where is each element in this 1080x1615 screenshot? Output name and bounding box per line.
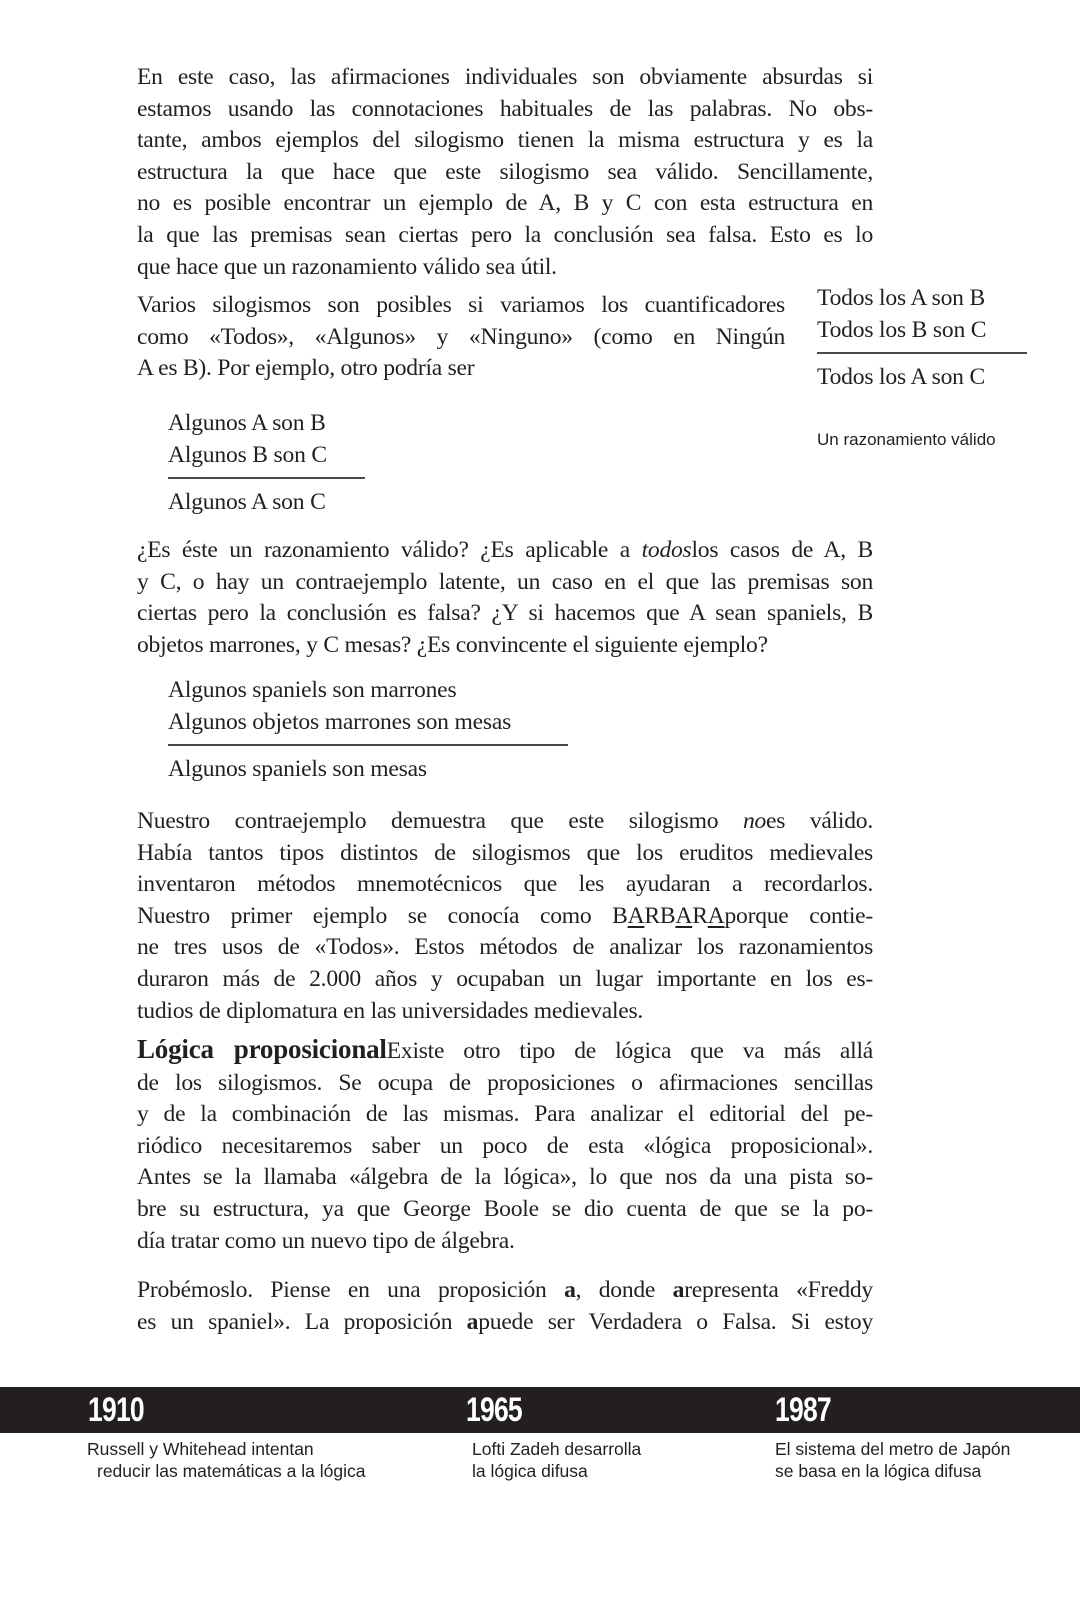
sidebar-syllogism-todos <box>817 283 1027 394</box>
text-line: A es B). Por ejemplo, otro podría ser <box>137 355 475 382</box>
paragraph-propositional-logic <box>137 1034 873 1257</box>
text-line: estructura la que hace que este silogismo sea válido. Sencillamente, <box>137 158 873 185</box>
text-line: Probémoslo. Piense en una proposición a, donde arepresenta «Freddy <box>137 1277 873 1303</box>
text-line: tudios de diplomatura en las universidades medievales. <box>137 997 644 1024</box>
emphasis: todos <box>641 537 692 563</box>
text-line: que hace que un razonamiento válido sea útil. <box>137 253 557 280</box>
text-line: Nuestro contraejemplo demuestra que este silogismo noes válido. <box>137 808 873 834</box>
text-line: de los silogismos. Se ocupa de proposiciones o afirmaciones sencillas <box>137 1069 873 1096</box>
text-line: duraron más de 2.000 años y ocupaban un lugar importante en los es- <box>137 965 873 992</box>
text-line: riódico necesitaremos saber un poco de esta «lógica proposicional». <box>137 1132 873 1159</box>
variable-a: a <box>564 1277 576 1303</box>
paragraph-counterexample <box>137 806 873 1027</box>
text-line: Había tantos tipos distintos de silogismos que los eruditos medievales <box>137 839 873 866</box>
syllogism-spaniels <box>168 675 568 786</box>
variable-a: a <box>672 1277 685 1303</box>
paragraph-proposition-example <box>137 1275 873 1338</box>
text-line: y C, o hay un contraejemplo latente, un caso en el que las premisas son <box>137 568 873 595</box>
paragraph-question <box>137 535 873 661</box>
text-line: no es posible encontrar un ejemplo de A, B y C con esta estructura en <box>137 190 873 217</box>
text-line: ne tres usos de «Todos». Estos métodos de analizar los razonamientos <box>137 934 873 961</box>
premise-1: Algunos spaniels son marrones <box>168 677 457 703</box>
premise-2: Algunos B son C <box>168 441 327 468</box>
sidebar-caption: Un razonamiento válido <box>817 430 996 449</box>
text-line: ¿Es éste un razonamiento válido? ¿Es aplicable a todoslos casos de A, B <box>137 537 873 563</box>
barbara-mnemonic: BARBARA <box>612 902 725 929</box>
text-line: En este caso, las afirmaciones individuales son obviamente absurdas si <box>137 64 873 90</box>
conclusion: Todos los A son C <box>817 364 986 391</box>
text-line: objetos marrones, y C mesas? ¿Es convincente el siguiente ejemplo? <box>137 631 768 658</box>
text-line: y de la combinación de las mismas. Para analizar el editorial del pe- <box>137 1101 873 1128</box>
premise-2: Todos los B son C <box>817 316 987 343</box>
timeline-event-1965: Lofti Zadeh desarrolla la lógica difusa <box>472 1439 642 1481</box>
text-line: como «Todos», «Algunos» y «Ninguno» (como en Ningún <box>137 323 785 350</box>
text-line: inventaron métodos mnemotécnicos que les ayudaran a recordarlos. <box>137 871 873 898</box>
text-line: estamos usando las connotaciones habituales de las palabras. No obs- <box>137 95 873 122</box>
text-line: ciertas pero la conclusión es falsa? ¿Y si hacemos que A sean spaniels, B <box>137 600 873 627</box>
syllogism-algunos <box>168 408 365 519</box>
timeline-year-1910: 1910 <box>88 1391 144 1429</box>
text-line: bre su estructura, ya que George Boole se dio cuenta de que se la po- <box>137 1195 873 1222</box>
text-line: Nuestro primer ejemplo se conocía como BARBARAporque contie- <box>137 902 873 929</box>
premise-2: Algunos objetos marrones son mesas <box>168 708 512 735</box>
premise-1: Algunos A son B <box>168 410 326 436</box>
text-line: Lógica proposicionalExiste otro tipo de lógica que va más allá <box>137 1034 873 1064</box>
text-line: tante, ambos ejemplos del silogismo tienen la misma estructura y es la <box>137 127 873 154</box>
text-line: día tratar como un nuevo tipo de álgebra. <box>137 1227 515 1254</box>
text-line: Antes se la llamaba «álgebra de la lógica», lo que nos da una pista so- <box>137 1164 873 1191</box>
timeline-event-1987: El sistema del metro de Japón se basa en la lógica difusa <box>775 1439 1011 1481</box>
text-line: Varios silogismos son posibles si variamos los cuantificadores <box>137 292 785 318</box>
timeline-event-1910: Russell y Whitehead intentan reducir las matemáticas a la lógica <box>87 1439 366 1481</box>
emphasis: no <box>742 808 767 834</box>
timeline-year-1987: 1987 <box>775 1391 831 1429</box>
text-line: la que las premisas sean ciertas pero la conclusión sea falsa. Esto es lo <box>137 221 873 248</box>
paragraph-quantifiers <box>137 290 785 385</box>
conclusion: Algunos A son C <box>168 489 326 516</box>
timeline-year-1965: 1965 <box>466 1391 522 1429</box>
paragraph-validity-structure <box>137 62 873 283</box>
conclusion: Algunos spaniels son mesas <box>168 756 427 783</box>
premise-1: Todos los A son B <box>817 285 986 311</box>
text-line: es un spaniel». La proposición apuede ser Verdadera o Falsa. Si estoy <box>137 1308 874 1335</box>
syllogism-divider <box>168 477 365 479</box>
syllogism-divider <box>168 744 568 746</box>
section-heading: Lógica proposicional <box>137 1034 387 1064</box>
variable-a: a <box>466 1308 479 1335</box>
syllogism-divider <box>817 352 1027 354</box>
timeline-bar <box>0 1387 1080 1433</box>
